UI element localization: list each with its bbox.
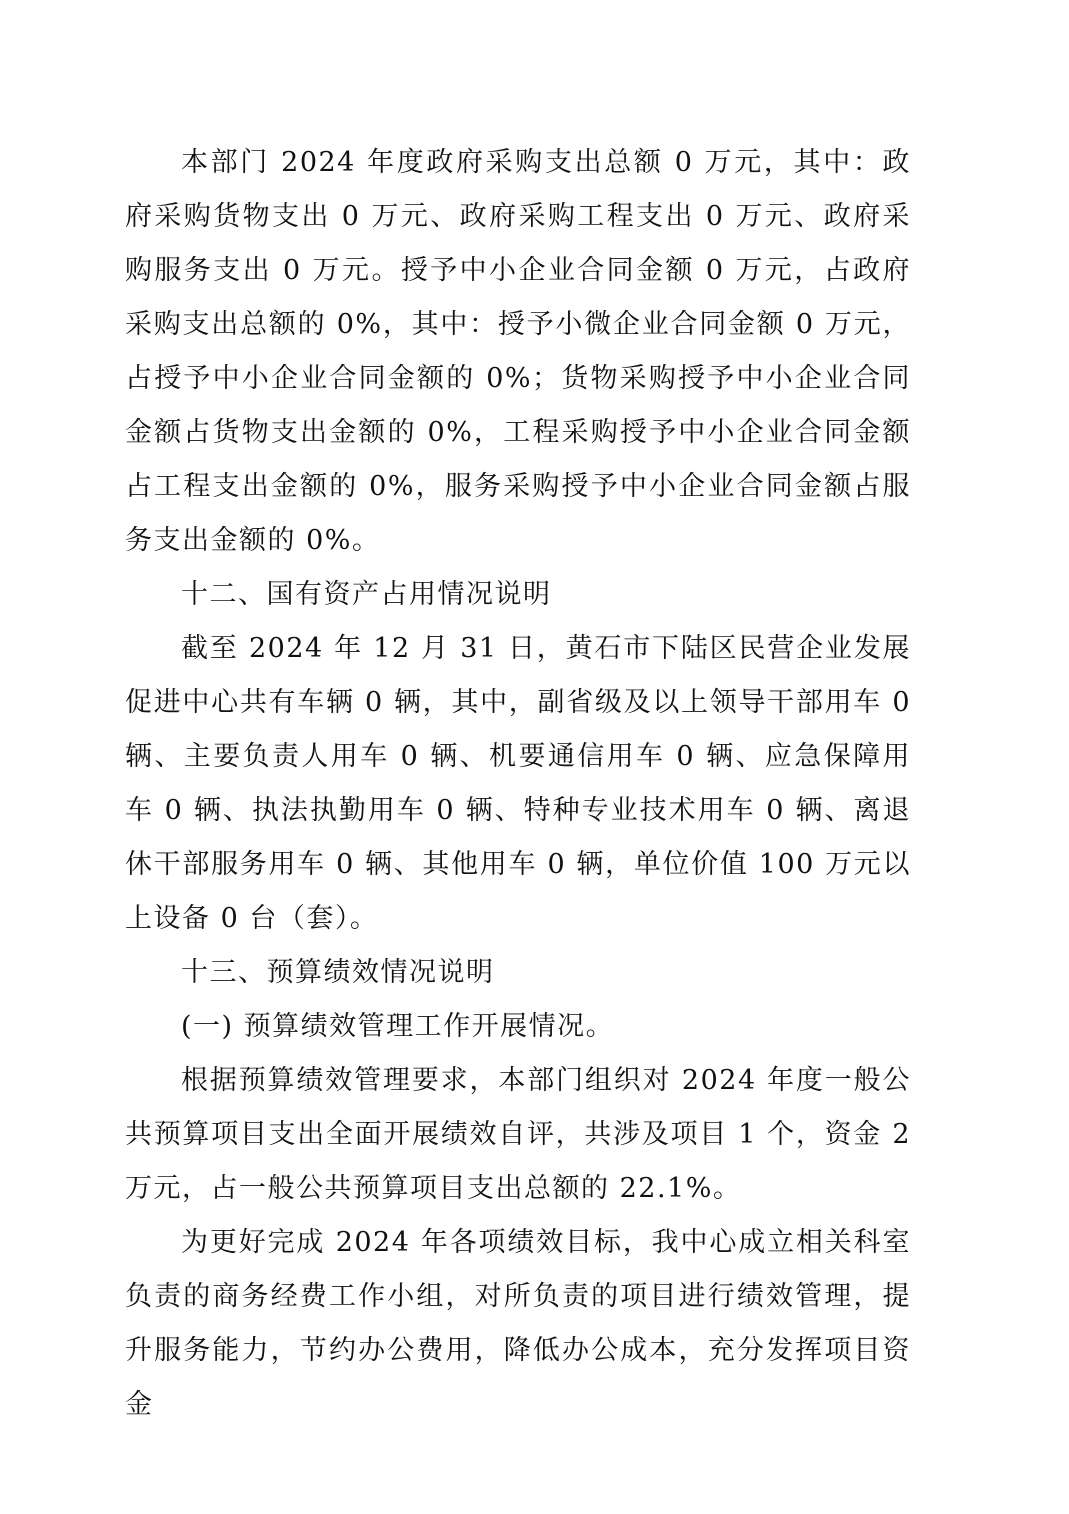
section-12-heading: 十二、国有资产占用情况说明	[181, 579, 552, 610]
procurement-paragraph: 本部门 2024 年度政府采购支出总额 0 万元，其中：政府采购货物支出 0 万元、政府采购工程支出 0 万元、政府采购服务支出 0 万元。授予中小企业合同金额 0 万元，占政府采购支出总额的 0%，其中：授予小微企业合同金额 0 万元，占授予中小企业合同金额的 0%；货物采购授予中小企业合同金额占货物支出金额的 0%，工程采购授予中小企业合同金额占工程支出金额的 0%，服务采购授予中小企业合同金额占服务支出金额的 0%。	[125, 147, 911, 556]
section-13-paragraph-2: 为更好完成 2024 年各项绩效目标，我中心成立相关科室负责的商务经费工作小组，对所负责的项目进行绩效管理，提升服务能力，节约办公费用，降低办公成本，充分发挥项目资金	[125, 1227, 911, 1420]
document-page	[125, 136, 911, 1432]
section-13-heading: 十三、预算绩效情况说明	[181, 957, 495, 988]
section-12-paragraph: 截至 2024 年 12 月 31 日，黄石市下陆区民营企业发展促进中心共有车辆 0 辆，其中，副省级及以上领导干部用车 0 辆、主要负责人用车 0 辆、机要通信用车 0 辆、应急保障用车 0 辆、执法执勤用车 0 辆、特种专业技术用车 0 辆、离退休干部服务用车 0 辆、其他用车 0 辆，单位价值 100 万元以上设备 0 台（套）。	[125, 633, 911, 934]
section-13-paragraph-1: 根据预算绩效管理要求，本部门组织对 2024 年度一般公共预算项目支出全面开展绩效自评，共涉及项目 1 个，资金 2 万元，占一般公共预算项目支出总额的 22.1%。	[125, 1065, 911, 1204]
section-13-subheading: (一) 预算绩效管理工作开展情况。	[181, 1011, 615, 1042]
